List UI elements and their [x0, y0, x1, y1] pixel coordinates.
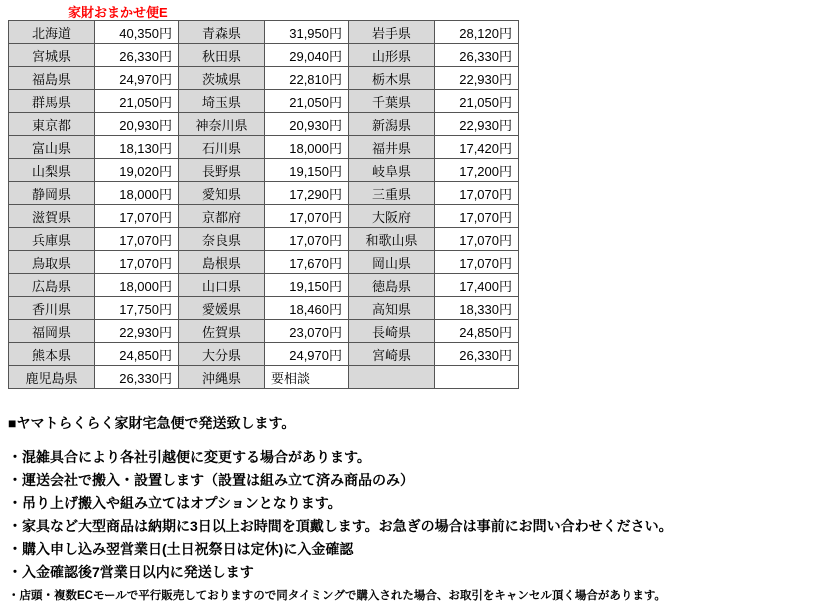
prefecture-cell: 高知県 — [349, 297, 435, 320]
price-cell: 17,070円 — [435, 182, 519, 205]
price-cell: 26,330円 — [95, 366, 179, 389]
price-cell: 19,020円 — [95, 159, 179, 182]
price-cell: 17,070円 — [435, 228, 519, 251]
price-cell: 17,750円 — [95, 297, 179, 320]
price-cell: 22,930円 — [95, 320, 179, 343]
prefecture-cell: 栃木県 — [349, 67, 435, 90]
prefecture-cell: 宮崎県 — [349, 343, 435, 366]
table-body — [9, 21, 519, 389]
table-row — [9, 297, 519, 320]
table-row — [9, 228, 519, 251]
page-title: 家財おまかせ便E — [68, 5, 168, 20]
note-item: ・入金確認後7営業日以内に発送します — [8, 564, 254, 580]
note-item: ・混雑具合により各社引越便に変更する場合があります。 — [8, 449, 371, 465]
price-cell: 18,330円 — [435, 297, 519, 320]
price-cell: 17,400円 — [435, 274, 519, 297]
prefecture-cell: 静岡県 — [9, 182, 95, 205]
prefecture-cell: 愛知県 — [179, 182, 265, 205]
note-item: ・運送会社で搬入・設置します（設置は組み立て済み商品のみ） — [8, 472, 414, 488]
price-cell: 40,350円 — [95, 21, 179, 44]
fine-print: ・店頭・複数ECモールで平行販売しておりますので同タイミングで購入された場合、お取引をキャンセル頂く場合があります。 — [8, 590, 666, 602]
prefecture-cell: 北海道 — [9, 21, 95, 44]
prefecture-cell: 広島県 — [9, 274, 95, 297]
prefecture-cell: 滋賀県 — [9, 205, 95, 228]
prefecture-cell: 宮城県 — [9, 44, 95, 67]
price-cell: 26,330円 — [95, 44, 179, 67]
note-item: ・家具など大型商品は納期に3日以上お時間を頂戴します。お急ぎの場合は事前にお問い合わせください。 — [8, 518, 673, 534]
price-cell: 31,950円 — [265, 21, 349, 44]
prefecture-cell: 新潟県 — [349, 113, 435, 136]
note-item: ・吊り上げ搬入や組み立てはオプションとなります。 — [8, 495, 342, 511]
note-item: ・購入申し込み翌営業日(土日祝祭日は定休)に入金確認 — [8, 541, 354, 557]
prefecture-cell: 群馬県 — [9, 90, 95, 113]
prefecture-cell: 佐賀県 — [179, 320, 265, 343]
price-cell: 21,050円 — [435, 90, 519, 113]
price-cell: 18,000円 — [95, 182, 179, 205]
price-cell: 18,460円 — [265, 297, 349, 320]
table-row — [9, 182, 519, 205]
prefecture-cell: 鳥取県 — [9, 251, 95, 274]
prefecture-cell: 島根県 — [179, 251, 265, 274]
table-row — [9, 251, 519, 274]
prefecture-cell: 神奈川県 — [179, 113, 265, 136]
table-row — [9, 366, 519, 389]
prefecture-cell: 大分県 — [179, 343, 265, 366]
prefecture-cell: 岡山県 — [349, 251, 435, 274]
table-row — [9, 21, 519, 44]
price-cell: 19,150円 — [265, 159, 349, 182]
price-cell: 26,330円 — [435, 44, 519, 67]
table-row — [9, 90, 519, 113]
price-cell: 23,070円 — [265, 320, 349, 343]
price-cell: 24,850円 — [95, 343, 179, 366]
price-cell: 要相談 — [265, 366, 349, 389]
prefecture-cell: 兵庫県 — [9, 228, 95, 251]
price-cell: 24,970円 — [95, 67, 179, 90]
prefecture-cell: 京都府 — [179, 205, 265, 228]
price-cell: 18,130円 — [95, 136, 179, 159]
prefecture-cell: 青森県 — [179, 21, 265, 44]
shipping-fee-table — [8, 20, 519, 389]
prefecture-cell: 埼玉県 — [179, 90, 265, 113]
price-cell: 22,930円 — [435, 67, 519, 90]
price-cell: 17,290円 — [265, 182, 349, 205]
prefecture-cell: 山口県 — [179, 274, 265, 297]
price-cell: 22,810円 — [265, 67, 349, 90]
price-cell-empty — [435, 366, 519, 389]
prefecture-cell: 秋田県 — [179, 44, 265, 67]
price-cell: 17,200円 — [435, 159, 519, 182]
price-cell: 26,330円 — [435, 343, 519, 366]
prefecture-cell: 長崎県 — [349, 320, 435, 343]
table-row — [9, 113, 519, 136]
prefecture-cell: 石川県 — [179, 136, 265, 159]
table-row — [9, 67, 519, 90]
prefecture-cell: 徳島県 — [349, 274, 435, 297]
table-row — [9, 274, 519, 297]
price-cell: 24,970円 — [265, 343, 349, 366]
table-row — [9, 136, 519, 159]
prefecture-cell: 三重県 — [349, 182, 435, 205]
prefecture-cell: 鹿児島県 — [9, 366, 95, 389]
price-cell: 20,930円 — [95, 113, 179, 136]
price-cell: 17,070円 — [435, 251, 519, 274]
prefecture-cell: 岐阜県 — [349, 159, 435, 182]
price-cell: 18,000円 — [95, 274, 179, 297]
prefecture-cell: 和歌山県 — [349, 228, 435, 251]
price-cell: 17,670円 — [265, 251, 349, 274]
prefecture-cell: 山形県 — [349, 44, 435, 67]
prefecture-cell: 福島県 — [9, 67, 95, 90]
price-cell: 29,040円 — [265, 44, 349, 67]
prefecture-cell: 大阪府 — [349, 205, 435, 228]
prefecture-cell: 山梨県 — [9, 159, 95, 182]
price-cell: 21,050円 — [265, 90, 349, 113]
price-cell: 17,070円 — [265, 228, 349, 251]
prefecture-cell: 千葉県 — [349, 90, 435, 113]
prefecture-cell: 奈良県 — [179, 228, 265, 251]
prefecture-cell: 茨城県 — [179, 67, 265, 90]
prefecture-cell: 東京都 — [9, 113, 95, 136]
price-cell: 28,120円 — [435, 21, 519, 44]
prefecture-cell: 愛媛県 — [179, 297, 265, 320]
price-cell: 17,070円 — [95, 251, 179, 274]
notes-heading: ■ヤマトらくらく家財宅急便で発送致します。 — [8, 415, 296, 431]
prefecture-cell: 長野県 — [179, 159, 265, 182]
prefecture-cell: 福井県 — [349, 136, 435, 159]
price-cell: 18,000円 — [265, 136, 349, 159]
table-row — [9, 320, 519, 343]
table-row — [9, 343, 519, 366]
notes-section — [8, 413, 808, 606]
prefecture-cell: 沖縄県 — [179, 366, 265, 389]
prefecture-cell: 香川県 — [9, 297, 95, 320]
price-cell: 24,850円 — [435, 320, 519, 343]
prefecture-cell-empty — [349, 366, 435, 389]
table-row — [9, 205, 519, 228]
price-cell: 21,050円 — [95, 90, 179, 113]
table-row — [9, 159, 519, 182]
price-cell: 22,930円 — [435, 113, 519, 136]
price-cell: 17,420円 — [435, 136, 519, 159]
prefecture-cell: 福岡県 — [9, 320, 95, 343]
price-cell: 17,070円 — [265, 205, 349, 228]
price-cell: 20,930円 — [265, 113, 349, 136]
price-cell: 19,150円 — [265, 274, 349, 297]
table-row — [9, 44, 519, 67]
price-cell: 17,070円 — [435, 205, 519, 228]
prefecture-cell: 岩手県 — [349, 21, 435, 44]
price-cell: 17,070円 — [95, 228, 179, 251]
prefecture-cell: 熊本県 — [9, 343, 95, 366]
price-cell: 17,070円 — [95, 205, 179, 228]
prefecture-cell: 富山県 — [9, 136, 95, 159]
